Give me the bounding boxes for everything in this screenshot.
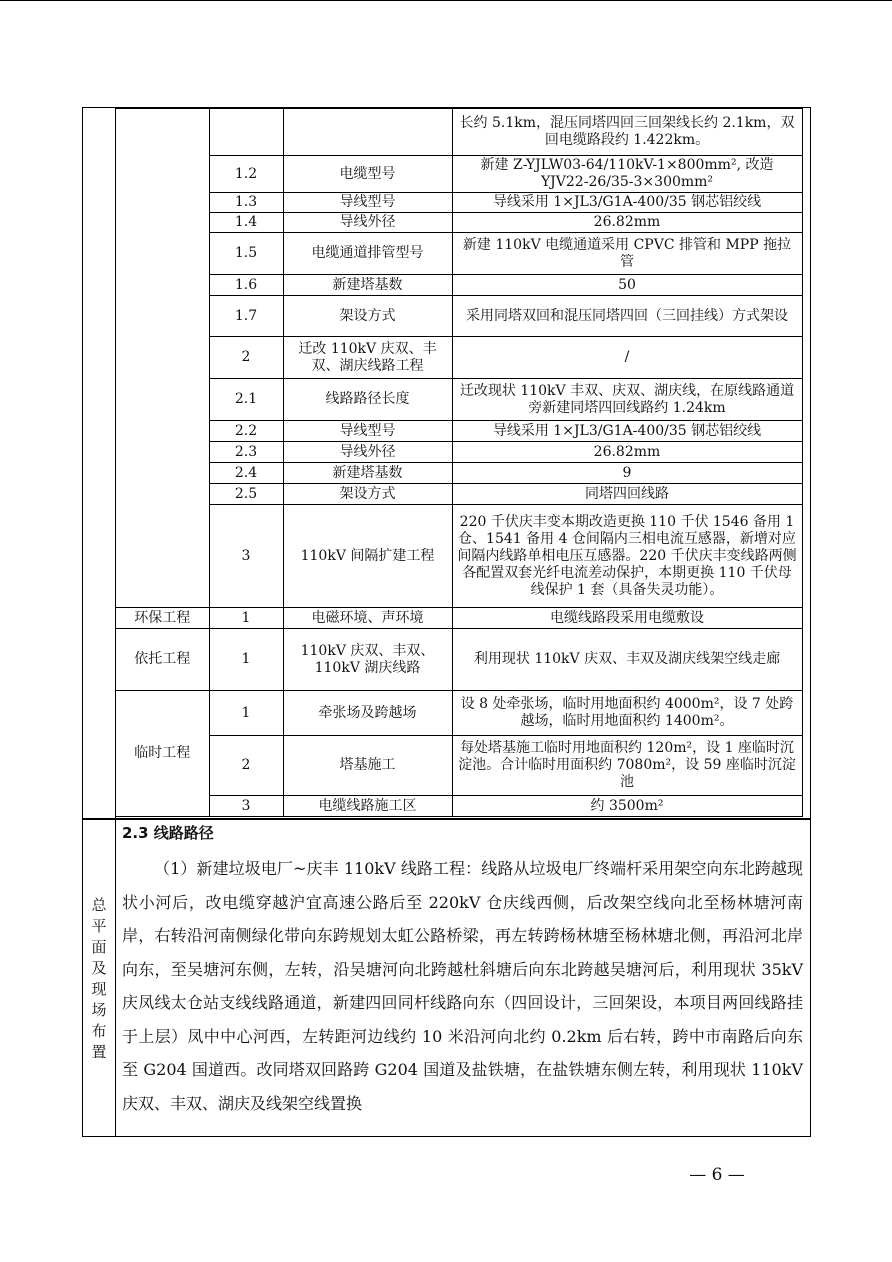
- row-number: 1.6: [209, 275, 283, 296]
- row-content: 新建 110kV 电缆通道采用 CPVC 排管和 MPP 拖拉管: [452, 233, 802, 275]
- table-row: [116, 296, 802, 337]
- row-content: 采用同塔双回和混压同塔四回（三回挂线）方式架设: [452, 296, 802, 337]
- side-label-char: 面: [91, 938, 107, 956]
- table-row: [116, 736, 802, 796]
- row-number: 2.4: [209, 463, 283, 484]
- table-row: [116, 337, 802, 379]
- table-row: [116, 691, 802, 736]
- table-row: [116, 233, 802, 275]
- table-row: [116, 193, 802, 213]
- row-content: 220 千伏庆丰变本期改造更换 110 千伏 1546 备用 1 仓、1541 备用 4 仓间隔内三相电流互感器，新增对应间隔内线路单相电压互感器。220 千伏庆丰变线路两侧各配置双套光纤电流差动保护，本期更换 110 千伏母线保护 1 套（具备失灵功能）。: [452, 505, 802, 608]
- top-rule: [0, 0, 892, 1]
- row-item: 电缆通道排管型号: [283, 233, 452, 275]
- row-number: 3: [209, 505, 283, 608]
- group-cell: 临时工程: [116, 691, 209, 817]
- row-number: 1: [209, 608, 283, 629]
- row-item: 架设方式: [283, 296, 452, 337]
- row-item: 导线型号: [283, 193, 452, 213]
- row-item: 电缆线路施工区: [283, 796, 452, 817]
- row-content: 长约 5.1km，混压同塔四回三回架线长约 2.1km，双回电缆路段约 1.422km。: [452, 109, 802, 156]
- row-item: 迁改 110kV 庆双、丰双、湖庆线路工程: [283, 337, 452, 379]
- row-number: 2.1: [209, 379, 283, 421]
- table-row: [116, 379, 802, 421]
- row-content: 26.82mm: [452, 442, 802, 463]
- row-item: 导线型号: [283, 421, 452, 442]
- row-item: 新建塔基数: [283, 463, 452, 484]
- route-description: （1）新建垃圾电厂~庆丰 110kV 线路工程：线路从垃圾电厂终端杆采用架空向东北跨越现状小河后，改电缆穿越沪宜高速公路后至 220kV 仓庆线西侧，后改架空线向北至杨林塘河南岸，右转沿河南侧绿化带向东跨规划太虹公路桥梁，再左转跨杨林塘至杨林塘北侧，再沿河北岸向东，至吴塘河东侧，左转，沿吴塘河向北跨越杜斜塘后向东北跨越吴塘河后，利用现状 35kV 庆凤线太仓站支线线路通道，新建四回同杆线路向东（四回设计，三回架设，本项目两回线路挂于上层）凤中中心河西，左转距河边线约 10 米沿河向北约 0.2km 后右转，跨中市南路后向东至 G204 国道西。改同塔双回路跨 G204 国道及盐铁塘，在盐铁塘东侧左转，利用现状 110kV 庆双、丰双、湖庆及线架空线置换: [122, 859, 803, 1113]
- side-label-text: [83, 895, 115, 1063]
- row-content: 电缆线路段采用电缆敷设: [452, 608, 802, 629]
- table-row: [116, 156, 802, 193]
- row-content: 利用现状 110kV 庆双、丰双及湖庆线架空线走廊: [452, 629, 802, 691]
- row-item: 110kV 间隔扩建工程: [283, 505, 452, 608]
- table-row: [116, 484, 802, 505]
- row-number: 2: [209, 736, 283, 796]
- row-content: 同塔四回线路: [452, 484, 802, 505]
- group-cell: 环保工程: [116, 608, 209, 629]
- section-separator: [82, 818, 811, 820]
- row-number: 1: [209, 629, 283, 691]
- table-row: [116, 421, 802, 442]
- row-content: 导线采用 1×JL3/G1A-400/35 钢芯铝绞线: [452, 193, 802, 213]
- row-content: 每处塔基施工临时用地面积约 120m²，设 1 座临时沉淀池。合计临时用面积约 7080m²，设 59 座临时沉淀池: [452, 736, 802, 796]
- table-row: [116, 505, 802, 608]
- row-content: 设 8 处牵张场，临时用地面积约 4000m²，设 7 处跨越场，临时用地面积约 1400m²。: [452, 691, 802, 736]
- page-number: — 6 —: [689, 1165, 745, 1185]
- row-item: 牵张场及跨越场: [283, 691, 452, 736]
- row-item: 架设方式: [283, 484, 452, 505]
- row-item: 电缆型号: [283, 156, 452, 193]
- row-item: 110kV 庆双、丰双、110kV 湖庆线路: [283, 629, 452, 691]
- row-content: /: [452, 337, 802, 379]
- side-label: [83, 895, 115, 1063]
- row-number: 1.5: [209, 233, 283, 275]
- row-number: 1.3: [209, 193, 283, 213]
- row-number: 2: [209, 337, 283, 379]
- table-row: [116, 796, 802, 817]
- section-title: 2.3 线路路径: [122, 824, 214, 842]
- row-number: 2.5: [209, 484, 283, 505]
- table-row: [116, 275, 802, 296]
- row-number: 1.2: [209, 156, 283, 193]
- row-item: 导线外径: [283, 442, 452, 463]
- side-label-char: 总: [91, 896, 107, 914]
- row-item: 导线外径: [283, 213, 452, 233]
- side-label-char: 及: [91, 959, 107, 977]
- row-item: 新建塔基数: [283, 275, 452, 296]
- row-content: 导线采用 1×JL3/G1A-400/35 钢芯铝绞线: [452, 421, 802, 442]
- row-number: 1: [209, 691, 283, 736]
- table-row: [116, 463, 802, 484]
- table-row: [116, 629, 802, 691]
- row-content: 50: [452, 275, 802, 296]
- side-label-char: 现: [91, 980, 107, 998]
- row-content: 约 3500m²: [452, 796, 802, 817]
- row-number: 1.7: [209, 296, 283, 337]
- row-number: 2.3: [209, 442, 283, 463]
- group-cell: [116, 109, 209, 608]
- row-item: [283, 109, 452, 156]
- group-cell: 依托工程: [116, 629, 209, 691]
- side-label-char: 置: [91, 1043, 107, 1061]
- row-number: 3: [209, 796, 283, 817]
- table-row: [116, 608, 802, 629]
- row-number: 1.4: [209, 213, 283, 233]
- row-item: 线路路径长度: [283, 379, 452, 421]
- table-row: [116, 109, 802, 156]
- row-content: 9: [452, 463, 802, 484]
- row-content: 迁改现状 110kV 丰双、庆双、湖庆线，在原线路通道旁新建同塔四回线路约 1.24km: [452, 379, 802, 421]
- side-label-char: 布: [91, 1022, 107, 1040]
- side-label-char: 场: [91, 1001, 107, 1019]
- table-row: [116, 442, 802, 463]
- row-item: 电磁环境、声环境: [283, 608, 452, 629]
- row-number: [209, 109, 283, 156]
- side-label-char: 平: [91, 917, 107, 935]
- project-spec-table: [116, 108, 803, 817]
- row-number: 2.2: [209, 421, 283, 442]
- row-content: 26.82mm: [452, 213, 802, 233]
- row-content: 新建 Z-YJLW03-64/110kV-1×800mm², 改造 YJV22-26/35-3×300mm²: [452, 156, 802, 193]
- table-row: [116, 213, 802, 233]
- row-item: 塔基施工: [283, 736, 452, 796]
